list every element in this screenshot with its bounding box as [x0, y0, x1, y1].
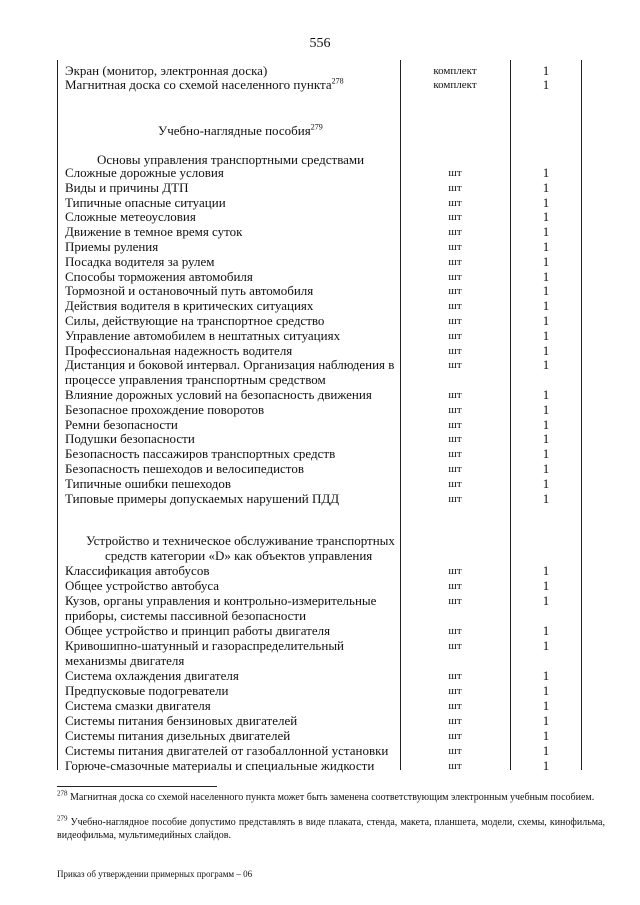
document-reference: Приказ об утверждении примерных программ – 06 [57, 869, 253, 879]
item-name: Дистанция и боковой интервал. Организация наблюдения в [65, 357, 395, 373]
table-row [57, 388, 582, 402]
table-row [57, 432, 582, 446]
item-qty: 1 [542, 224, 550, 240]
item-unit: шт [448, 760, 462, 772]
item-unit: шт [448, 492, 462, 505]
subsection-title-cont: средств категории «D» как объектов управления [105, 548, 373, 563]
item-unit: шт [448, 730, 462, 742]
item-qty: 1 [542, 239, 550, 254]
item-unit: шт [448, 565, 462, 577]
item-name: Посадка водителя за рулем [65, 253, 215, 269]
item-name: Система смазки двигателя [65, 698, 211, 713]
table-row [57, 314, 582, 328]
item-qty: 1 [542, 342, 550, 358]
footnote: $^{279}$ Учебно-наглядное пособие допустимо представлять в виде плаката, стенда, макета, планшета, модели, схемы, кинофильма, видеофильма, мультимедийных слайдов. [57, 814, 605, 841]
item-unit: шт [448, 595, 462, 607]
item-unit: шт [448, 418, 462, 431]
item-name: Типичные опасные ситуации [65, 194, 226, 210]
table-row [57, 181, 582, 195]
item-qty: 1 [542, 758, 550, 773]
item-qty: 1 [542, 209, 550, 225]
item-unit: шт [448, 685, 462, 697]
item-unit: шт [448, 477, 462, 490]
item-qty: 1 [542, 668, 550, 683]
table-row [57, 759, 582, 773]
item-qty: 1 [542, 475, 550, 491]
item-name: Кузов, органы управления и контрольно-измерительные [65, 593, 377, 608]
item-qty: 1 [542, 327, 550, 343]
item-name: Общее устройство и принцип работы двигателя [65, 623, 331, 638]
item-qty: 1 [542, 593, 550, 608]
item-name: Безопасность пешеходов и велосипедистов [65, 461, 304, 476]
item-name: Магнитная доска со схемой населенного пункта$^{278}$ [65, 76, 344, 92]
table-row [57, 729, 582, 743]
item-qty: 1 [542, 357, 550, 373]
table-row [57, 564, 582, 578]
item-name: Виды и причины ДТП [65, 179, 189, 195]
table-row [57, 579, 582, 593]
item-name: Общее устройство автобуса [65, 578, 220, 593]
table-row [57, 447, 582, 461]
item-qty: 1 [542, 63, 550, 78]
item-unit: шт [448, 745, 462, 757]
item-unit: шт [448, 315, 462, 327]
item-unit: шт [448, 285, 462, 298]
section-title: Учебно-наглядные пособия$^{279}$ [158, 122, 323, 138]
item-name: Управление автомобилем в нештатных ситуациях [65, 327, 341, 343]
table-row [57, 166, 582, 180]
item-qty: 1 [542, 268, 550, 284]
item-unit: шт [448, 403, 462, 416]
subsection-title: Устройство и техническое обслуживание транспортных [86, 533, 395, 548]
item-name: механизмы двигателя [65, 653, 185, 668]
item-qty: 1 [542, 490, 550, 506]
item-unit: шт [448, 448, 462, 461]
item-name: процессе управления транспортным средством [65, 372, 326, 388]
table-row [57, 418, 582, 432]
table-row [57, 329, 582, 343]
table-row [57, 462, 582, 476]
item-name: Типовые примеры допускаемых нарушений ПДД [65, 490, 340, 506]
item-qty: 1 [542, 713, 550, 728]
table-row [57, 284, 582, 298]
table-row [57, 358, 582, 372]
item-name: Приемы руления [65, 239, 159, 254]
item-qty: 1 [542, 179, 550, 195]
item-qty: 1 [542, 387, 550, 402]
table-row [57, 299, 582, 313]
page-number: 556 [309, 36, 331, 51]
item-name: Ремни безопасности [65, 416, 178, 432]
footnote-ref: 278 [331, 76, 344, 86]
table-row [57, 609, 582, 623]
item-qty: 1 [542, 461, 550, 476]
item-name: Способы торможения автомобиля [65, 268, 253, 284]
footnote: $^{278}$ Магнитная доска со схемой населенного пункта может быть заменена соответствующим электронным учебным пособием. [57, 789, 595, 803]
item-unit: шт [448, 700, 462, 712]
table-row [57, 270, 582, 284]
table-row [57, 639, 582, 653]
table-row [57, 654, 582, 668]
item-unit: шт [448, 715, 462, 727]
footnote-rule [57, 786, 217, 787]
table-row [57, 240, 582, 254]
table-row [57, 477, 582, 491]
item-unit: шт [448, 463, 462, 475]
item-qty: 1 [542, 77, 550, 92]
item-name: Подушки безопасности [65, 431, 195, 447]
item-qty: 1 [542, 283, 550, 299]
item-name: Сложные метеоусловия [65, 209, 196, 225]
item-unit: шт [448, 167, 462, 179]
equipment-table [57, 60, 582, 773]
table-row [57, 714, 582, 728]
item-qty: 1 [542, 578, 550, 593]
item-unit: шт [448, 433, 462, 446]
table-row [57, 492, 582, 506]
table-row [57, 210, 582, 224]
item-qty: 1 [542, 401, 550, 417]
table-row [57, 594, 582, 608]
table-row [57, 684, 582, 698]
item-unit: шт [448, 196, 462, 209]
table-row [57, 196, 582, 210]
item-qty: 1 [542, 446, 550, 462]
item-name: Профессиональная надежность водителя [65, 342, 293, 358]
item-name: Тормозной и остановочный путь автомобиля [65, 283, 314, 299]
item-unit: шт [448, 255, 462, 268]
table-row [57, 699, 582, 713]
item-unit: шт [448, 241, 462, 253]
table-row [57, 64, 582, 78]
item-name: Типичные ошибки пешеходов [65, 475, 232, 491]
item-qty: 1 [542, 743, 550, 758]
item-name: Система охлаждения двигателя [65, 668, 239, 683]
item-name: Безопасность пассажиров транспортных средств [65, 446, 336, 462]
item-unit: шт [448, 359, 462, 372]
item-name: Системы питания бензиновых двигателей [65, 713, 298, 728]
footnote-ref: 279 [310, 122, 323, 132]
table-row [57, 78, 582, 92]
item-name: Системы питания двигателей от газобаллонной установки [65, 743, 389, 758]
item-name: Движение в темное время суток [65, 224, 243, 240]
subsection-title: Основы управления транспортными средствами [97, 152, 365, 167]
item-unit: шт [448, 580, 462, 592]
item-name: Классификация автобусов [65, 563, 210, 578]
item-name: Влияние дорожных условий на безопасность движения [65, 387, 372, 402]
item-unit: комплект [433, 79, 477, 91]
item-unit: шт [448, 640, 462, 652]
item-name: Кривошипно-шатунный и газораспределительный [65, 638, 345, 653]
item-qty: 1 [542, 194, 550, 210]
item-name: приборы, системы пассивной безопасности [65, 608, 307, 623]
item-name: Безопасное прохождение поворотов [65, 401, 265, 417]
item-unit: шт [448, 181, 462, 194]
item-qty: 1 [542, 313, 550, 328]
table-row [57, 744, 582, 758]
item-qty: 1 [542, 298, 550, 314]
item-unit: шт [448, 344, 462, 357]
table-row [57, 624, 582, 638]
table-row [57, 403, 582, 417]
item-unit: шт [448, 670, 462, 682]
item-unit: комплект [433, 65, 477, 77]
item-qty: 1 [542, 728, 550, 743]
item-qty: 1 [542, 416, 550, 432]
item-name: Системы питания дизельных двигателей [65, 728, 291, 743]
item-unit: шт [448, 329, 462, 342]
item-qty: 1 [542, 563, 550, 578]
item-unit: шт [448, 211, 462, 224]
item-name: Предпусковые подогреватели [65, 683, 229, 698]
item-name: Силы, действующие на транспортное средство [65, 313, 325, 328]
item-unit: шт [448, 270, 462, 283]
table-row [57, 344, 582, 358]
table-row [57, 255, 582, 269]
item-qty: 1 [542, 431, 550, 447]
table-row [57, 669, 582, 683]
table-row [57, 225, 582, 239]
item-qty: 1 [542, 623, 550, 638]
item-name: Действия водителя в критических ситуациях [65, 298, 314, 314]
item-qty: 1 [542, 638, 550, 653]
item-qty: 1 [542, 698, 550, 713]
item-qty: 1 [542, 253, 550, 269]
table-row [57, 373, 582, 387]
item-unit: шт [448, 226, 462, 239]
item-name: Сложные дорожные условия [65, 165, 224, 180]
item-qty: 1 [542, 683, 550, 698]
item-name: Экран (монитор, электронная доска) [65, 63, 268, 78]
item-unit: шт [448, 625, 462, 637]
item-unit: шт [448, 389, 462, 401]
item-qty: 1 [542, 165, 550, 180]
item-unit: шт [448, 300, 462, 313]
item-name: Горюче-смазочные материалы и специальные жидкости [65, 758, 375, 773]
